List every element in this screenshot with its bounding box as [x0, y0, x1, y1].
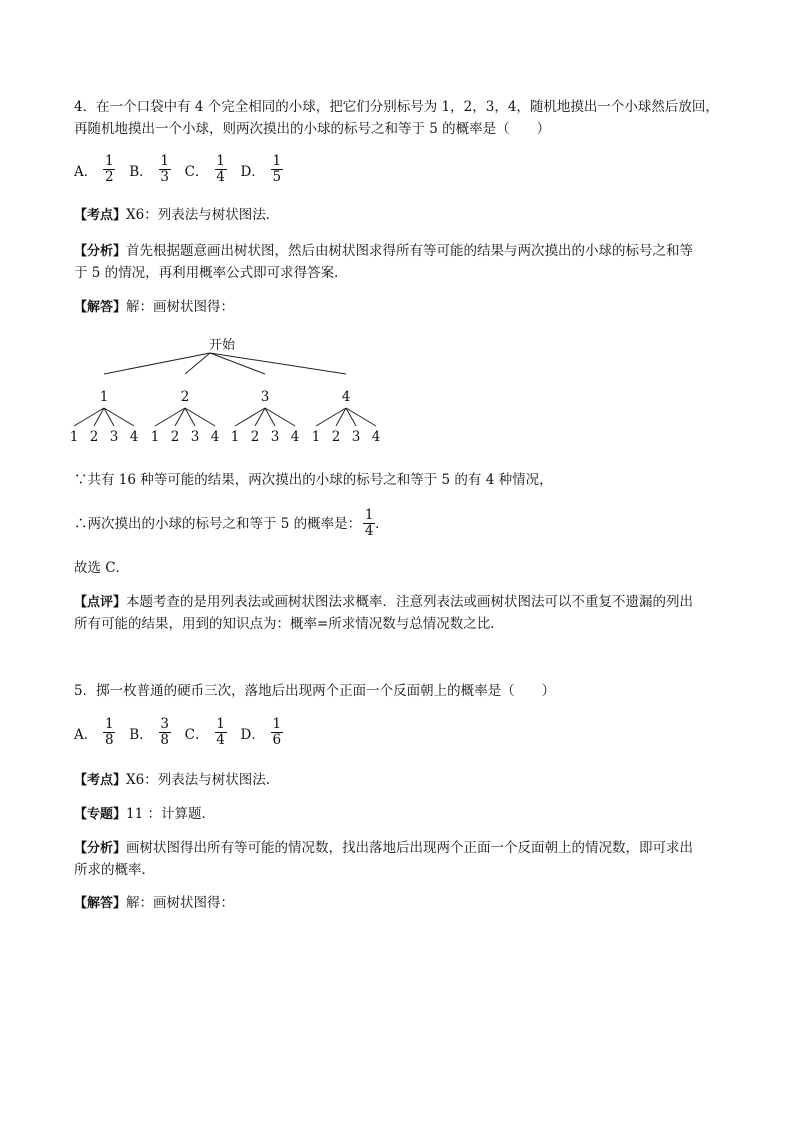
fraction-numerator: 1 [104, 153, 114, 169]
tree-branch-level1 [210, 353, 265, 374]
q5-option-c [185, 717, 227, 748]
option-letter: B． [129, 163, 153, 180]
q4-because: ∵共有 16 种等可能的结果，两次摸出的小球的标号之和等于 5 的有 4 种情况， [74, 472, 553, 488]
jieda-text: 解：画树状图得： [126, 299, 235, 315]
fraction-denominator: 2 [104, 169, 114, 185]
q4-options [74, 154, 297, 185]
tree-node-level2: 1 [311, 429, 321, 445]
q4-jieda [74, 298, 234, 317]
tree-node-level2: 4 [290, 429, 300, 445]
kaodian-tag: 【考点】 [74, 208, 127, 223]
fraction-numerator: 1 [104, 716, 114, 732]
fraction-numerator: 3 [160, 716, 169, 732]
dianping-tag: 【点评】 [74, 595, 127, 610]
q4-fenxi-line2: 于 5 的情况，再利用概率公式即可求得答案． [74, 265, 348, 281]
tree-node-level2: 1 [230, 429, 240, 445]
kaodian-text: X6：列表法与树状图法． [126, 207, 280, 223]
tree-node-level2: 3 [270, 429, 280, 445]
tree-diagram [62, 333, 402, 448]
dianping-text: 本题考查的是用列表法或画树状图法求概率．注意列表法或画树状图法可以不重复不遗漏的列出 [126, 594, 694, 610]
q4-kaodian [74, 206, 279, 225]
jieda-tag: 【解答】 [74, 896, 127, 911]
tree-branch-level1 [210, 353, 346, 374]
option-fraction [159, 717, 171, 748]
option-letter: A． [74, 726, 98, 743]
fenxi-text: 首先根据题意画出树状图，然后由树状图求得所有等可能的结果与两次摸出的小球的标号之和等 [126, 243, 694, 259]
option-fraction [215, 154, 227, 185]
zhuanti-text: 11 ：计算题． [126, 806, 215, 822]
q5-option-d [241, 717, 283, 748]
option-letter: D． [240, 163, 265, 180]
tree-node-level2: 2 [89, 429, 99, 445]
tree-root-label: 开始 [208, 338, 236, 353]
jieda-text: 解：画树状图得： [126, 895, 235, 911]
q4-fenxi-line1 [74, 242, 693, 261]
tree-node-level1: 1 [99, 389, 109, 405]
therefore-text: ∴两次摸出的小球的标号之和等于 5 的概率是： [74, 515, 362, 532]
kaodian-text: X6：列表法与树状图法． [126, 772, 280, 788]
option-letter: C． [184, 726, 209, 743]
q5-option-a [74, 717, 115, 748]
fraction-numerator: 1 [216, 716, 225, 732]
option-fraction [215, 717, 227, 748]
fraction-denominator: 4 [216, 169, 225, 185]
tree-node-level2: 3 [190, 429, 200, 445]
tree-node-level2: 2 [331, 429, 341, 445]
q4-stem-line1: 4．在一个口袋中有 4 个完全相同的小球，把它们分别标号为 1，2，3，4，随机地摸出一个小球然后放回， [74, 99, 719, 115]
q4-option-a [74, 154, 115, 185]
fraction-numerator: 1 [160, 153, 169, 169]
tree-node-level2: 3 [109, 429, 119, 445]
kaodian-tag: 【考点】 [74, 773, 127, 788]
q5-option-b [129, 717, 170, 748]
tree-node-level1: 3 [260, 389, 270, 405]
fenxi-tag: 【分析】 [74, 841, 127, 856]
fraction-numerator: 1 [216, 153, 225, 169]
option-letter: B． [129, 726, 153, 743]
q4-dianping-line1 [74, 593, 693, 612]
q4-dianping-line2: 所有可能的结果，用到的知识点为：概率=所求情况数与总情况数之比． [74, 616, 504, 632]
q5-jieda [74, 894, 234, 913]
tree-node-level2: 1 [69, 429, 79, 445]
q5-fenxi-line2: 所求的概率． [74, 862, 155, 878]
jieda-tag: 【解答】 [74, 300, 127, 315]
fraction-denominator: 4 [364, 523, 374, 539]
therefore-fraction [363, 508, 375, 539]
option-letter: C． [184, 163, 209, 180]
tree-node-level2: 2 [250, 429, 260, 445]
fraction-denominator: 3 [160, 169, 169, 185]
fraction-denominator: 4 [216, 732, 225, 748]
tree-node-level2: 3 [351, 429, 361, 445]
fenxi-tag: 【分析】 [74, 244, 127, 259]
option-letter: D． [240, 726, 265, 743]
fenxi-text: 画树状图得出所有等可能的情况数，找出落地后出现两个正面一个反面朝上的情况数，即可求出 [126, 840, 694, 856]
q4-option-d [241, 154, 283, 185]
tree-node-level1: 2 [180, 389, 190, 405]
q5-fenxi-line1 [74, 839, 693, 858]
option-fraction [159, 154, 171, 185]
q4-therefore [74, 508, 389, 539]
q5-kaodian [74, 771, 279, 790]
tree-branch-level1 [185, 353, 210, 374]
fraction-denominator: 5 [272, 169, 282, 185]
therefore-end: ． [375, 515, 389, 532]
option-fraction [103, 154, 115, 185]
tree-node-level2: 4 [129, 429, 139, 445]
tree-branch-level1 [104, 353, 210, 374]
fraction-denominator: 8 [160, 732, 169, 748]
q5-zhuanti [74, 805, 215, 824]
tree-node-level2: 4 [371, 429, 381, 445]
q4-choose: 故选 C． [74, 560, 130, 576]
fraction-numerator: 1 [364, 507, 374, 523]
option-fraction [103, 717, 115, 748]
option-fraction [271, 717, 283, 748]
tree-node-level2: 4 [210, 429, 220, 445]
q5-stem: 5．掷一枚普通的硬币三次，落地后出现两个正面一个反面朝上的概率是（ ） [74, 683, 556, 699]
option-fraction [271, 154, 283, 185]
fraction-denominator: 6 [272, 732, 282, 748]
q5-options [74, 717, 297, 748]
tree-node-level2: 1 [150, 429, 160, 445]
tree-node-level2: 2 [170, 429, 180, 445]
q4-option-b [129, 154, 170, 185]
q4-stem-line2: 再随机地摸出一个小球，则两次摸出的小球的标号之和等于 5 的概率是（ ） [74, 121, 551, 137]
fraction-numerator: 1 [272, 716, 282, 732]
zhuanti-tag: 【专题】 [74, 807, 127, 822]
fraction-numerator: 1 [272, 153, 282, 169]
q4-option-c [185, 154, 227, 185]
option-letter: A． [74, 163, 98, 180]
tree-node-level1: 4 [341, 389, 351, 405]
fraction-denominator: 8 [104, 732, 114, 748]
